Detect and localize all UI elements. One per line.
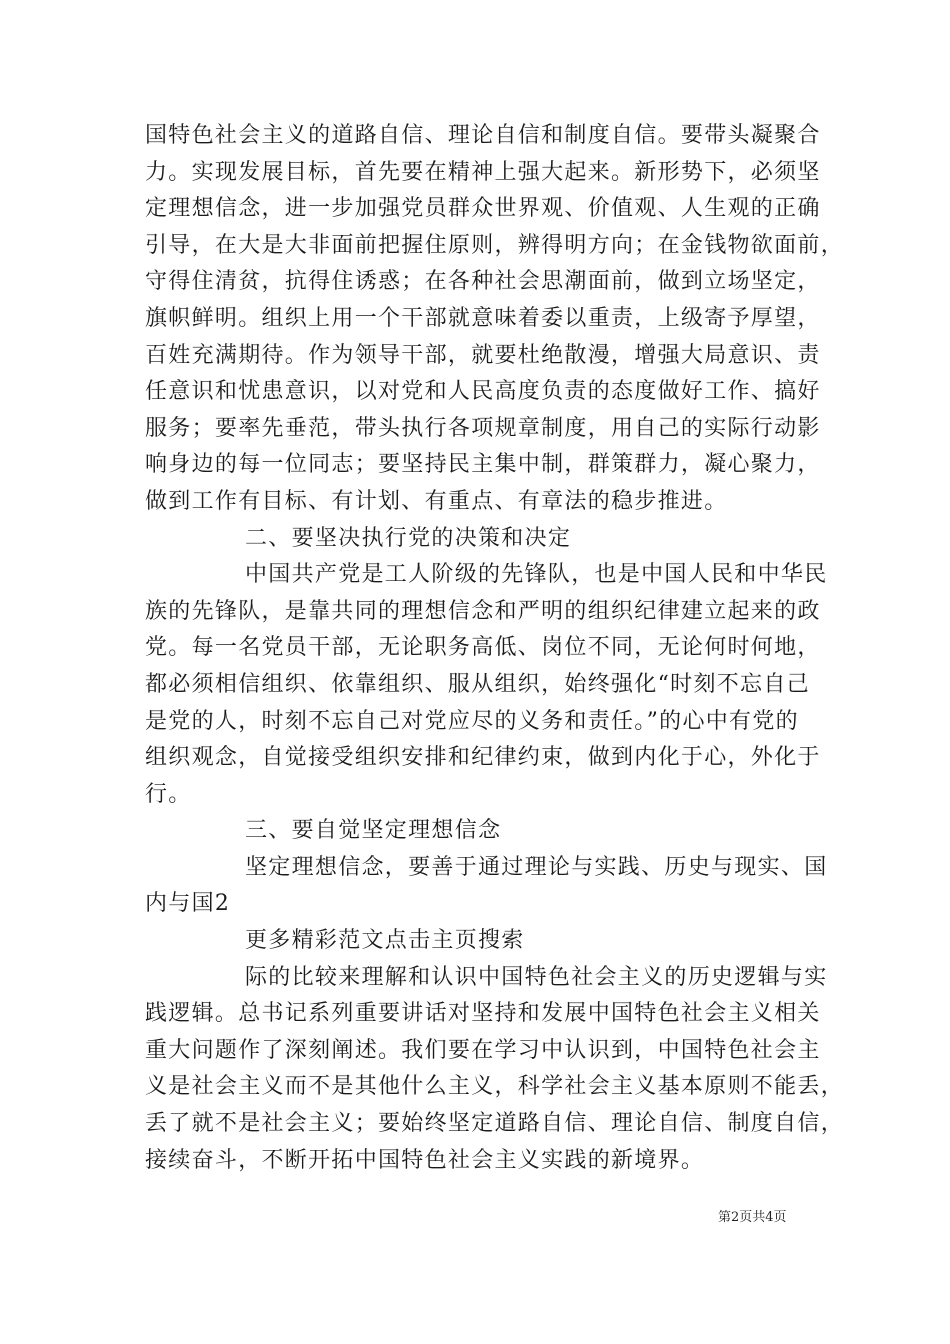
text-line: 做到工作有目标、有计划、有重点、有章法的稳步推进。 <box>145 488 728 514</box>
text-line: 内与国2 <box>145 891 231 917</box>
text-line: 二、要坚决执行党的决策和决定 <box>245 525 572 551</box>
text-line: 服务；要率先垂范，带头执行各项规章制度，用自己的实际行动影 <box>145 415 821 441</box>
text-line: 力。实现发展目标，首先要在精神上强大起来。新形势下，必须坚 <box>145 159 821 185</box>
text-line: 中国共产党是工人阶级的先锋队，也是中国人民和中华民 <box>245 562 828 588</box>
text-line: 引导，在大是大非面前把握住原则，辨得明方向；在金钱物欲面前， <box>145 232 845 258</box>
text-line: 都必须相信组织、依靠组织、服从组织，始终强化“时刻不忘自己 <box>145 671 810 697</box>
text-line: 行。 <box>145 781 192 807</box>
text-line: 任意识和忧患意识，以对党和人民高度负责的态度做好工作、搞好 <box>145 379 821 405</box>
text-line: 义是社会主义而不是其他什么主义，科学社会主义基本原则不能丢， <box>145 1074 845 1100</box>
text-line: 响身边的每一位同志；要坚持民主集中制，群策群力，凝心聚力， <box>145 452 821 478</box>
text-line: 践逻辑。总书记系列重要讲话对坚持和发展中国特色社会主义相关 <box>145 1001 821 1027</box>
text-line: 坚定理想信念，要善于通过理论与实践、历史与现实、国 <box>245 854 828 880</box>
text-line: 旗帜鲜明。组织上用一个干部就意味着委以重责，上级寄予厚望， <box>145 305 821 331</box>
text-line: 是党的人，时刻不忘自己对党应尽的义务和责任。”的心中有党的 <box>145 708 799 734</box>
text-line: 百姓充满期待。作为领导干部，就要杜绝散漫，增强大局意识、责 <box>145 342 821 368</box>
text-line: 国特色社会主义的道路自信、理论自信和制度自信。要带头凝聚合 <box>145 123 821 148</box>
text-line: 定理想信念，进一步加强党员群众世界观、价值观、人生观的正确 <box>145 196 821 222</box>
text-line: 守得住清贫，抗得住诱惑；在各种社会思潮面前，做到立场坚定， <box>145 269 821 295</box>
text-line: 党。每一名党员干部，无论职务高低、岗位不同，无论何时何地， <box>145 635 821 661</box>
text-line: 重大问题作了深刻阐述。我们要在学习中认识到，中国特色社会主 <box>145 1037 821 1063</box>
text-line: 接续奋斗，不断开拓中国特色社会主义实践的新境界。 <box>145 1147 705 1173</box>
text-line: 际的比较来理解和认识中国特色社会主义的历史逻辑与实 <box>245 964 828 990</box>
document-body <box>145 118 845 1179</box>
text-line: 三、要自觉坚定理想信念 <box>245 818 502 844</box>
text-line: 族的先锋队，是靠共同的理想信念和严明的组织纪律建立起来的政 <box>145 598 821 624</box>
text-line: 丢了就不是社会主义；要始终坚定道路自信、理论自信、制度自信， <box>145 1111 845 1137</box>
text-line: 组织观念，自觉接受组织安排和纪律约束，做到内化于心，外化于 <box>145 745 821 771</box>
page-number: 第2页共4页 <box>718 1210 787 1225</box>
text-line: 更多精彩范文点击主页搜索 <box>245 928 525 954</box>
